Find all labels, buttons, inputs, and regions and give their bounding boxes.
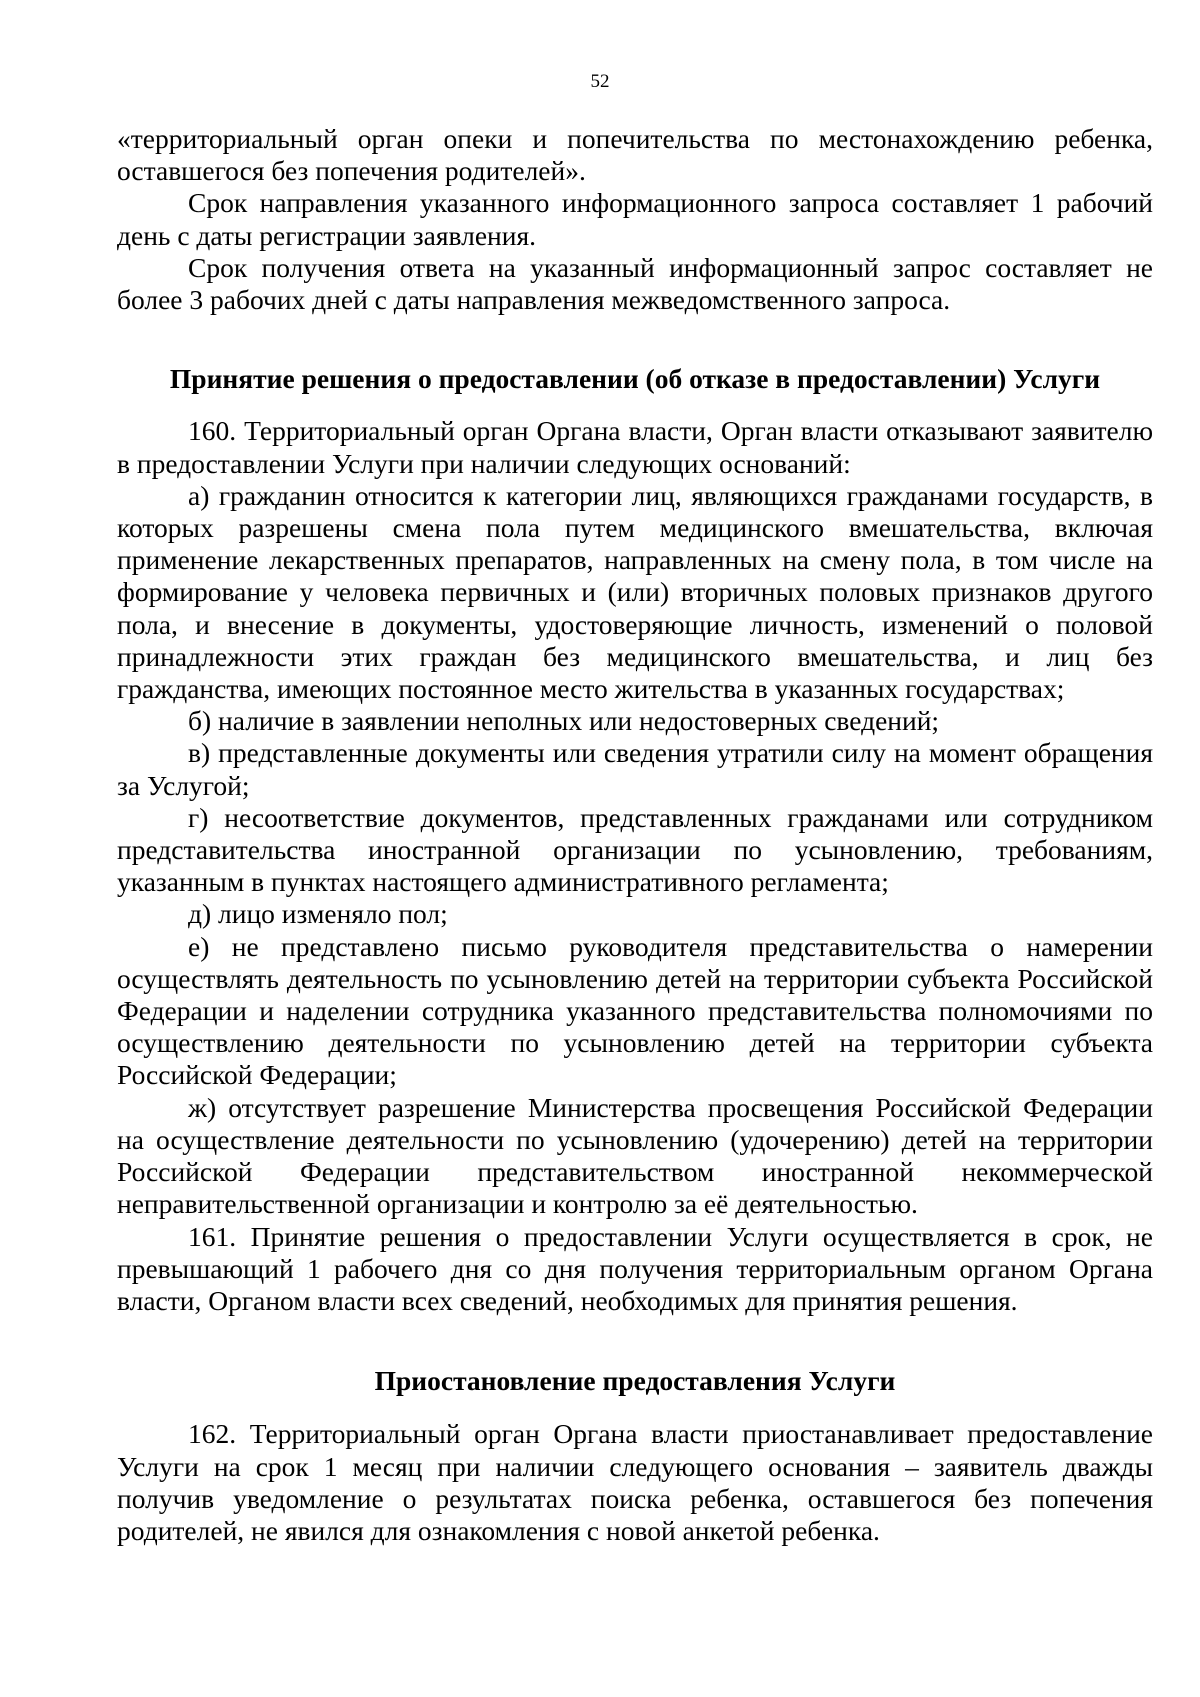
paragraph-request-deadline: Срок направления указанного информационного запроса составляет 1 рабочий день с даты регистрации заявления. [117,187,1153,251]
document-body [117,123,1153,1547]
paragraph-response-deadline: Срок получения ответа на указанный информационный запрос составляет не более 3 рабочих дней с даты направления межведомственного запроса. [117,251,1153,316]
list-item-v: в) представленные документы или сведения утратили силу на момент обращения за Услугой; [117,737,1153,801]
page-number: 52 [590,71,610,92]
list-item-a: а) гражданин относится к категории лиц, являющихся гражданами государств, в которых разрешены смена пола путем медицинского вмешательства, включая применение лекарственных препаратов, направленных на смену пола, в том числе на формирование у человека первичных и (или) вторичных половых признаков другого пола, и внесение в документы, удостоверяющие личность, изменений о половой принадлежности этих граждан без медицинского вмешательства, и лиц без гражданства, имеющих постоянное место жительства в указанных государствах; [117,479,1153,705]
list-item-g: г) несоответствие документов, представленных гражданами или сотрудником представительства иностранной организации по усыновлению, требованиям, указанным в пунктах настоящего административного регламента; [117,801,1153,898]
list-item-d: д) лицо изменяло пол; [188,898,448,930]
paragraph-161: 161. Принятие решения о предоставлении Услуги осуществляется в срок, не превышающий 1 рабочего дня со дня получения территориальным органом Органа власти, Органом власти всех сведений, необходимых для принятия решения. [117,1220,1153,1316]
list-item-zh: ж) отсутствует разрешение Министерства просвещения Российской Федерации на осуществление деятельности по усыновлению (удочерению) детей на территории Российской Федерации представительством иностранной некоммерческой неправительственной организации и контролю за её деятельностью. [117,1091,1153,1220]
list-item-b: б) наличие в заявлении неполных или недостоверных сведений; [188,705,940,737]
section-heading-suspension: Приостановление предоставления Услуги [374,1365,896,1397]
section-heading-decision: Принятие решения о предоставлении (об отказе в предоставлении) Услуги [169,363,1101,395]
paragraph-continuation: «территориальный орган опеки и попечительства по местонахождению ребенка, оставшегося без попечения родителей». [117,123,1153,187]
paragraph-160: 160. Территориальный орган Органа власти, Орган власти отказывают заявителю в предоставлении Услуги при наличии следующих оснований: [117,415,1153,479]
paragraph-162: 162. Территориальный орган Органа власти приостанавливает предоставление Услуги на срок 1 месяц при наличии следующего основания – заявитель дважды получив уведомление о результатах поиска ребенка, оставшегося без попечения родителей, не явился для ознакомления с новой анкетой ребенка. [117,1418,1153,1546]
list-item-e: е) не представлено письмо руководителя представительства о намерении осуществлять деятельность по усыновлению детей на территории субъекта Российской Федерации и наделении сотрудника указанного представительства полномочиями по осуществлению деятельности по усыновлению детей на территории субъекта Российской Федерации; [117,930,1153,1091]
